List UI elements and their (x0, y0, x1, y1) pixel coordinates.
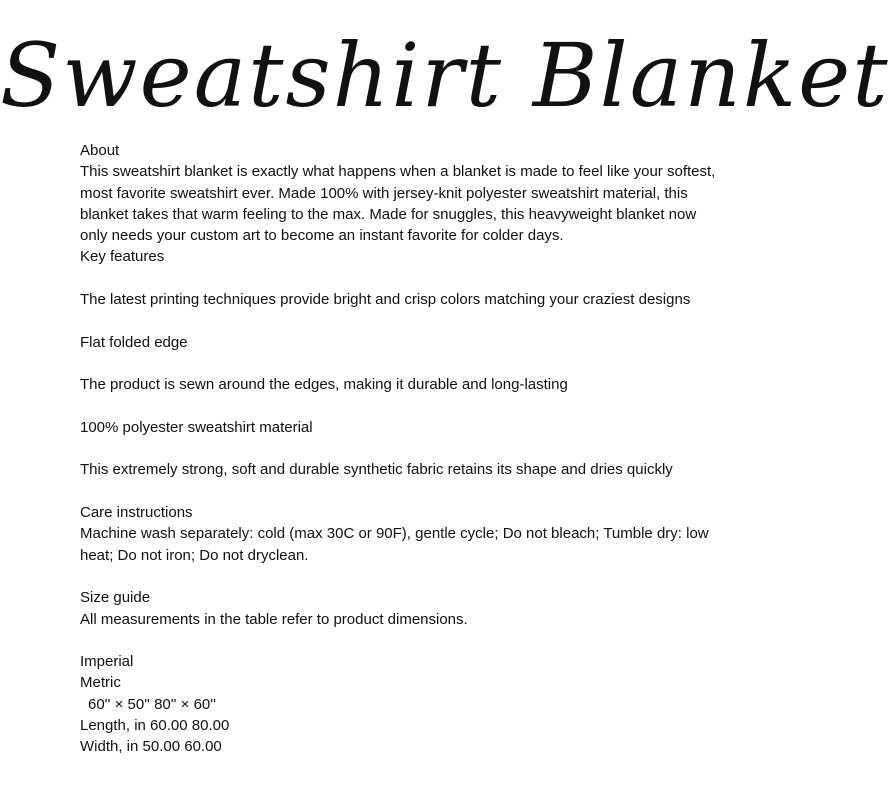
feature-item: 100% polyester sweatshirt material (80, 418, 313, 436)
size-table-length-row: Length, in 60.00 80.00 (80, 717, 230, 735)
spacer (80, 310, 720, 331)
page-title: Sweatshirt Blanket (0, 24, 890, 127)
metric-label: Metric (80, 674, 121, 692)
feature-item: This extremely strong, soft and durable synthetic fabric retains its shape and dries quickly (80, 461, 673, 479)
feature-item: Flat folded edge (80, 333, 188, 351)
spacer (80, 481, 720, 502)
spacer (80, 268, 720, 289)
features-heading: Key features (80, 248, 165, 266)
size-table-width-row: Width, in 50.00 60.00 (80, 738, 222, 756)
size-text: All measurements in the table refer to product dimensions. (80, 610, 468, 628)
spacer (80, 630, 720, 651)
imperial-label: Imperial (80, 653, 134, 671)
spacer (80, 438, 720, 459)
spacer (80, 566, 720, 587)
spacer (80, 396, 720, 417)
feature-item: The product is sewn around the edges, making it durable and long-lasting (80, 376, 568, 394)
size-heading: Size guide (80, 589, 151, 607)
about-text: This sweatshirt blanket is exactly what happens when a blanket is made to feel like your softest, most favorite sweatshirt ever. Made 100% with jersey-knit polyester sweatshirt material, this blanket takes that warm feeling to the max. Made for snuggles, this heavyweight blanket now only needs your custom art to become an instant favorite for colder days. (80, 163, 716, 245)
about-heading: About (80, 142, 120, 159)
feature-item: The latest printing techniques provide bright and crisp colors matching your craziest designs (80, 291, 691, 309)
care-heading: Care instructions (80, 504, 193, 522)
size-table-header: 60'' × 50'' 80'' × 60'' (88, 695, 217, 713)
spacer (80, 353, 720, 374)
care-text: Machine wash separately: cold (max 30C or 90F), gentle cycle; Do not bleach; Tumble dry: low heat; Do not iron; Do not dryclean. (80, 525, 709, 564)
product-description (80, 140, 720, 758)
